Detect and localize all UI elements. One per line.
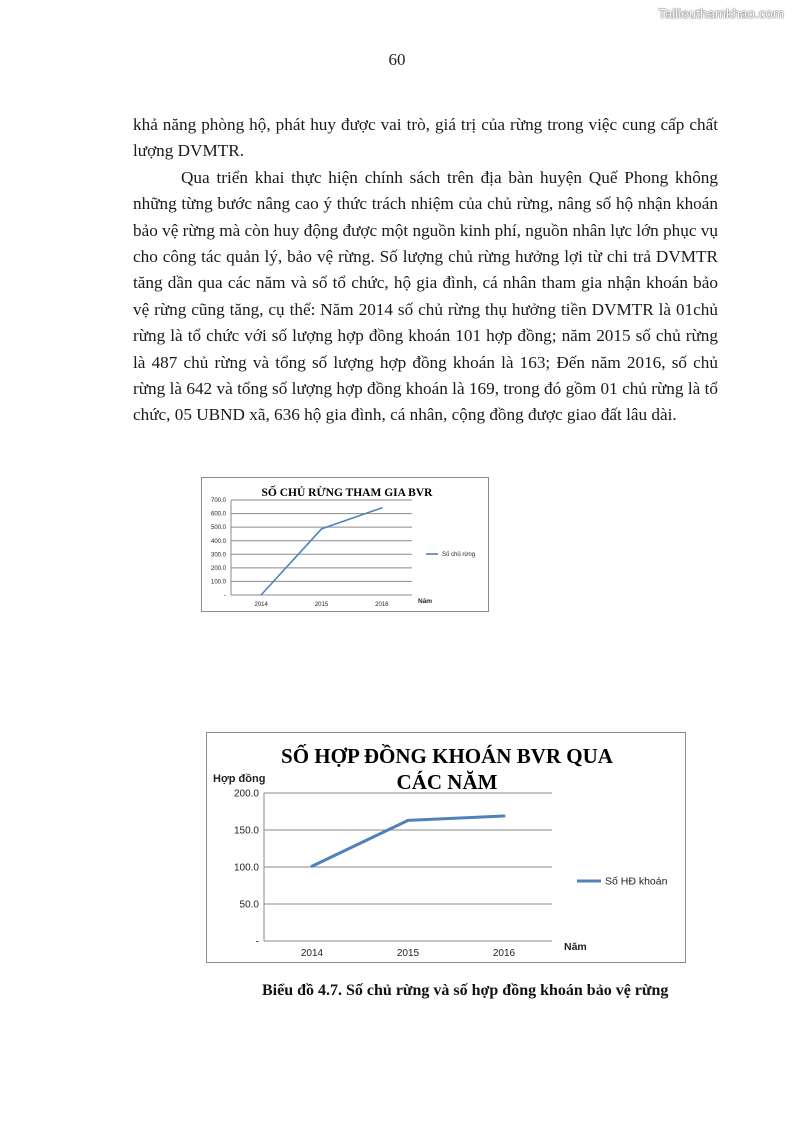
y-tick-label: 600.0 — [210, 511, 226, 518]
x-tick-label: 2016 — [492, 948, 516, 959]
watermark-text: Tailieuthamkhao.com — [658, 6, 784, 21]
y-tick-label: - — [255, 936, 259, 948]
page-number: 60 — [388, 50, 406, 69]
legend-label: Số chủ rừng — [442, 552, 476, 559]
series-line — [312, 816, 504, 866]
data-point — [503, 814, 506, 817]
data-point — [321, 528, 323, 530]
y-tick-label: 50.0 — [239, 899, 259, 911]
y-tick-label: 200.0 — [233, 788, 259, 800]
y-tick-label: 700.0 — [210, 498, 226, 505]
chart-title-line: SỐ HỢP ĐỒNG KHOÁN BVR QUA — [281, 744, 613, 768]
y-tick-label: 300.0 — [210, 552, 226, 559]
y-tick-label: 100.0 — [210, 579, 226, 586]
x-axis-label: Năm — [418, 598, 433, 605]
figure-caption: Biểu đồ 4.7. Số chủ rừng và số hợp đồng khoán bảo vệ rừng — [262, 982, 669, 999]
x-tick-label: 2015 — [314, 602, 329, 608]
chart-forest-owners — [201, 477, 489, 612]
data-point — [407, 819, 410, 822]
y-tick-label: 200.0 — [210, 565, 226, 572]
data-point — [260, 594, 262, 596]
x-axis-label: Năm — [564, 941, 587, 953]
x-tick-label: 2016 — [375, 602, 389, 608]
y-tick-label: 400.0 — [210, 538, 226, 545]
body-text — [133, 112, 718, 429]
y-tick-label: 100.0 — [233, 862, 259, 874]
y-axis-label: Hợp đồng — [213, 773, 266, 785]
y-tick-label: - — [224, 593, 226, 600]
paragraph-1: khả năng phòng hộ, phát huy được vai trò, giá trị của rừng trong việc cung cấp chất lượng DVMTR. — [133, 115, 718, 161]
chart-contracts-svg — [207, 733, 685, 962]
chart-title-line: CÁC NĂM — [396, 770, 498, 794]
y-tick-label: 500.0 — [210, 525, 226, 532]
legend-label: Số HĐ khoán — [605, 875, 668, 888]
paragraph-2: Qua triển khai thực hiện chính sách trên địa bàn huyện Quế Phong không những từng bước nâng cao ý thức trách nhiệm của chủ rừng, nâng số hộ nhận khoán bảo vệ rừng mà còn huy động được một nguồn kinh phí, nguồn nhân lực lớn phục vụ cho công tác quản lý, bảo vệ rừng. Số lượng chủ rừng hưởng lợi từ chi trả DVMTR tăng dần qua các năm và số tổ chức, hộ gia đình, cá nhân tham gia nhận khoán bảo vệ rừng cũng tăng, cụ thể: Năm 2014 số chủ rừng thụ hưởng tiền DVMTR là 01chủ rừng là tổ chức với số lượng hợp đồng khoán 101 hợp đồng; năm 2015 số chủ rừng là 487 chủ rừng và tổng số lượng hợp đồng khoán là 163; Đến năm 2016, số chủ rừng là 642 và tổng số lượng hợp đồng khoán là 169, trong đó gồm 01 chủ rừng là tổ chức, 05 UBND xã, 636 hộ gia đình, cá nhân, cộng đồng được giao đất lâu dài. — [133, 167, 718, 425]
x-tick-label: 2015 — [396, 948, 420, 959]
chart-forest-owners-svg — [202, 478, 488, 611]
chart-contracts — [206, 732, 686, 963]
data-point — [311, 865, 314, 868]
data-point — [381, 507, 383, 509]
y-tick-label: 150.0 — [233, 825, 259, 837]
x-tick-label: 2014 — [254, 602, 268, 608]
chart-title: SỐ CHỦ RỪNG THAM GIA BVR — [261, 487, 433, 499]
x-tick-label: 2014 — [300, 948, 324, 959]
